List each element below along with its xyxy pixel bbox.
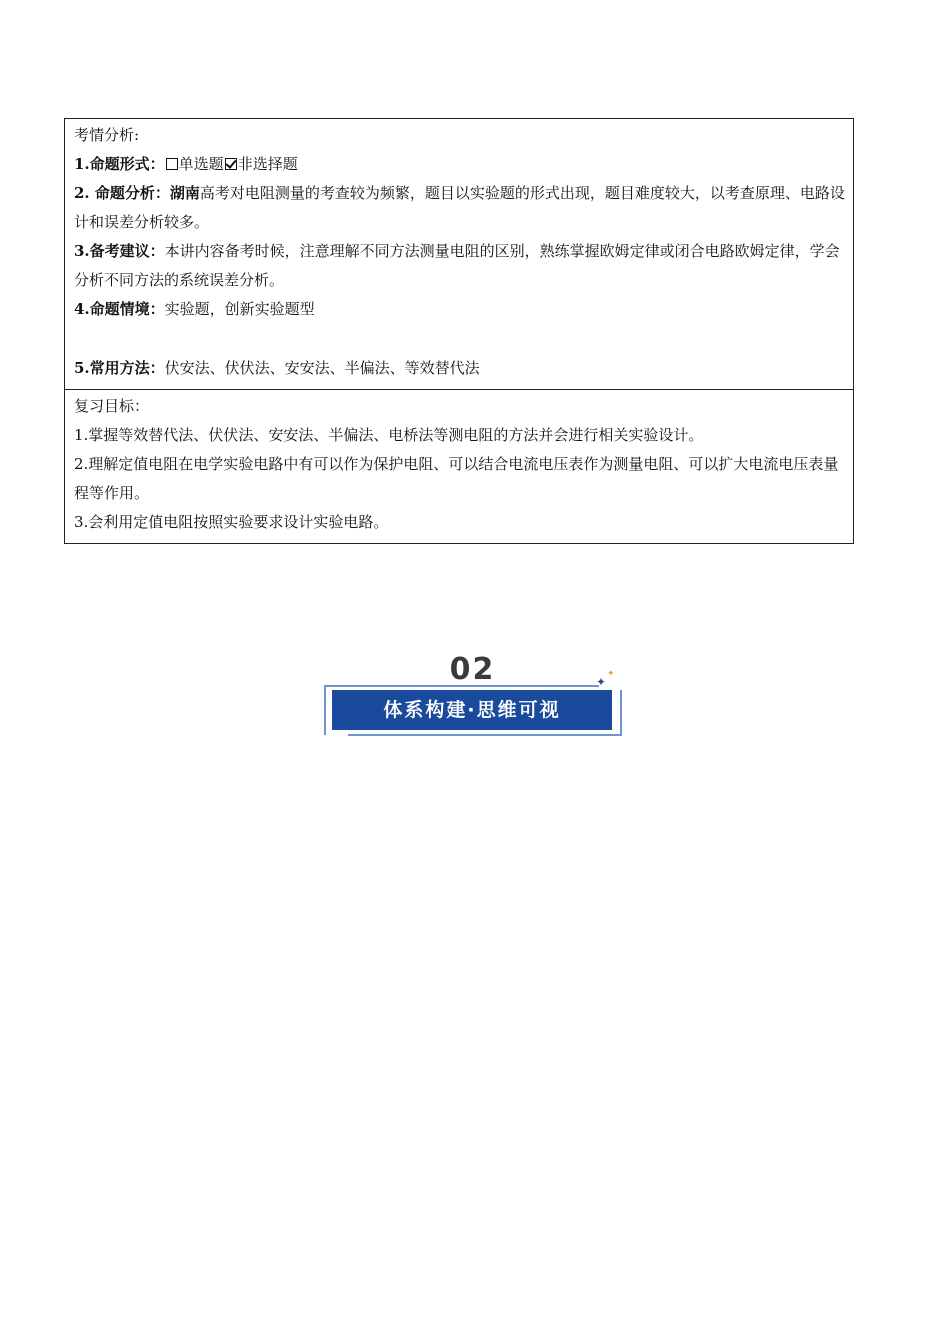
review-goals-section [65, 389, 853, 543]
sparkle-icon: ✦ [596, 675, 607, 689]
prep-advice-row [74, 237, 845, 295]
question-format-row [74, 150, 845, 179]
non-choice-option: 非选择题 [237, 155, 298, 173]
single-choice-option: 单选题 [178, 155, 224, 173]
question-analysis-label: 2. 命题分析： [74, 184, 170, 202]
prep-advice-text: 本讲内容备考时候，注意理解不同方法测量电阻的区别，熟练掌握欧姆定律或闭合电路欧姆定律，学会分析不同方法的系统误差分析。 [74, 242, 840, 289]
common-methods-row [74, 354, 845, 383]
review-goals-title: 复习目标： [74, 397, 150, 415]
question-analysis-text: 高考对电阻测量的考查较为频繁，题目以实验题的形式出现，题目难度较大，以考查原理、电路设计和误差分析较多。 [74, 184, 845, 231]
review-goal-item: 3.会利用定值电阻按照实验要求设计实验电路。 [74, 513, 389, 531]
common-methods-text: 伏安法、伏伏法、安安法、半偏法、等效替代法 [164, 359, 480, 377]
checked-checkbox-icon [225, 158, 237, 170]
question-context-text: 实验题，创新实验题型 [164, 300, 315, 318]
section-heading [320, 652, 625, 742]
common-methods-label: 5.常用方法： [74, 359, 165, 377]
spacer [74, 324, 845, 354]
question-context-label: 4.命题情境： [74, 300, 165, 318]
exam-analysis-title: 考情分析: [74, 126, 140, 144]
sparkle-icon: ✦ [607, 669, 615, 679]
review-goal-item: 2.理解定值电阻在电学实验电路中有可以作为保护电阻、可以结合电流电压表作为测量电阻、可以扩大电流电压表量程等作用。 [74, 455, 839, 502]
question-format-label: 1.命题形式： [74, 155, 165, 173]
province-highlight: 湖南 [169, 184, 200, 202]
exam-analysis-section [65, 119, 853, 389]
section-number: 02 [449, 652, 496, 687]
question-context-row [74, 295, 845, 324]
unchecked-checkbox-icon [166, 158, 178, 170]
question-analysis-row [74, 179, 845, 237]
review-goal-item: 1.掌握等效替代法、伏伏法、安安法、半偏法、电桥法等测电阻的方法并会进行相关实验设计。 [74, 426, 704, 444]
prep-advice-label: 3.备考建议： [74, 242, 165, 260]
section-title: 体系构建·思维可视 [332, 690, 612, 730]
exam-analysis-table [64, 118, 854, 544]
